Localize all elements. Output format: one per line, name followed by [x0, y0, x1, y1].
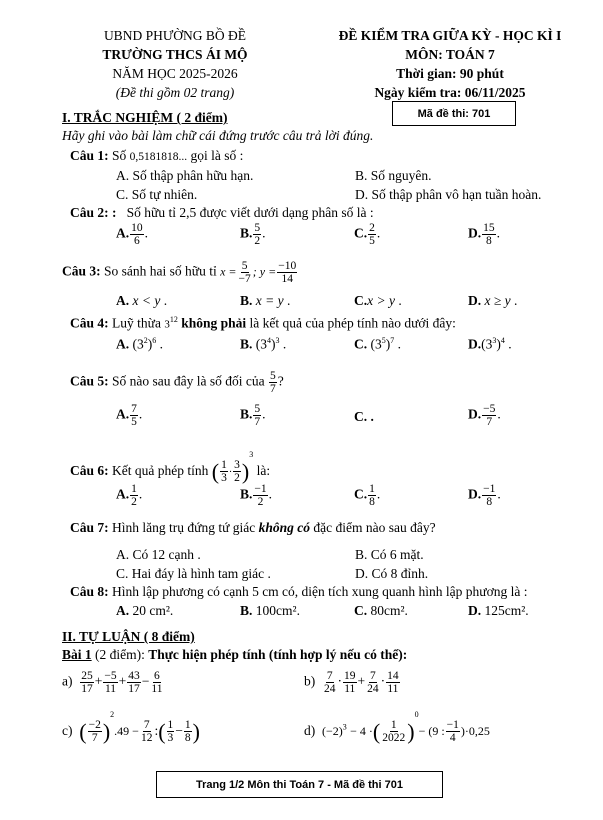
- q4-option-c: C. $(3^5)^7$ .: [354, 336, 401, 352]
- page-footer: Trang 1/2 Môn thi Toán 7 - Mã đề thi 701: [156, 771, 443, 798]
- part2-title: II. TỰ LUẬN ( 8 điểm): [62, 629, 195, 644]
- subject: MÔN: TOÁN 7: [405, 47, 495, 62]
- q7-option-d: D. Có 8 đỉnh.: [355, 566, 429, 581]
- q1-option-d: D. Số thập phân vô hạn tuần hoàn.: [355, 187, 542, 202]
- q8-option-c: C. 80cm².: [354, 603, 408, 618]
- q8-option-a: A. 20 cm².: [116, 603, 174, 618]
- q1-option-b: B. Số nguyên.: [355, 168, 432, 183]
- q5-option-b: B. $\frac{5}{7}$ .: [240, 403, 266, 428]
- q1-option-c: C. Số tự nhiên.: [116, 187, 198, 202]
- exercise-1a: a) $\frac{25}{17}$ + $\frac{-5}{11}$ + $\frac{43}{17}$ − $\frac{6}{11}$: [62, 670, 163, 695]
- q2-option-c: C. $\frac{2}{5}$ .: [354, 222, 381, 247]
- q1-option-a: A. Số thập phân hữu hạn.: [116, 168, 254, 183]
- q8-option-d: D. 125cm².: [468, 603, 529, 618]
- header-right: [300, 26, 600, 102]
- q4-option-a: A. $(3^2)^6$ .: [116, 336, 163, 352]
- q4-option-b: B. $(3^4)^3$ .: [240, 336, 287, 352]
- exam-code-box: Mã đề thi: 701: [392, 101, 516, 126]
- school-year: NĂM HỌC 2025-2026: [112, 66, 238, 81]
- q6-option-c: C. $\frac{1}{8}$ .: [354, 483, 381, 508]
- q4-option-d: $D.(3^3)^4$ .: [468, 336, 512, 352]
- header-left: [70, 26, 280, 102]
- exam-title: ĐỀ KIỂM TRA GIỮA KỲ - HỌC KÌ I: [338, 28, 562, 43]
- exercise-1-heading: Bài 1 (2 điểm): Thực hiện phép tính (tính hợp lý nếu có thể):: [62, 647, 408, 662]
- exercise-1b: b) $\frac{7}{24}$ · $\frac{19}{11}$ + $\frac{7}{24}$ · $\frac{14}{11}$: [304, 670, 399, 695]
- exercise-1c: c) ( $\frac{-2}{7}$ )$^2$.49 − $\frac{7}{12}$ :( $\frac{1}{3}$ − $\frac{1}{8}$ ): [62, 710, 200, 745]
- q7-option-b: B. Có 6 mặt.: [355, 547, 424, 562]
- exam-date: Ngày kiểm tra: 06/11/2025: [374, 85, 526, 100]
- q3-option-c: C.x > y .: [354, 293, 402, 308]
- school-name: TRƯỜNG THCS ÁI MỘ: [102, 47, 248, 62]
- question-1: Câu 1: Số 0,5181818... gọi là số :: [70, 148, 244, 163]
- question-7: Câu 7: Hình lăng trụ đứng tứ giác không có đặc điểm nào sau đây?: [70, 520, 436, 535]
- q5-option-c: C. .: [354, 409, 374, 424]
- question-8: Câu 8: Hình lập phương có cạnh 5 cm có, diện tích xung quanh hình lập phương là :: [70, 584, 528, 599]
- q2-option-d: D. $\frac{15}{8}$ .: [468, 222, 500, 247]
- page-count-note: (Đề thi gồm 02 trang): [115, 85, 235, 100]
- q3-option-a: A. x < y .: [116, 293, 168, 308]
- question-4: Câu 4: Luỹ thừa $3^{12}$ không phải là kết quả của phép tính nào dưới đây:: [70, 315, 456, 331]
- q3-option-d: D. x ≥ y .: [468, 293, 518, 308]
- question-5: Câu 5: Số nào sau đây là số đối của $\frac{5}{7}$ ?: [70, 370, 284, 395]
- q6-option-d: D. $\frac{-1}{8}$ .: [468, 483, 501, 508]
- q8-option-b: B. 100cm².: [240, 603, 300, 618]
- q6-option-b: B. $\frac{-1}{2}$ .: [240, 483, 273, 508]
- q7-option-a: A. Có 12 cạnh .: [116, 547, 201, 562]
- q6-option-a: A. $\frac{1}{2}$ .: [116, 483, 143, 508]
- duration: Thời gian: 90 phút: [396, 66, 504, 81]
- exercise-1d: d) $(-2)^3 - 4$ ·( $\frac{1}{2022}$ )$^0$− (9 : $\frac{-1}{4}$ )·0,25: [304, 710, 490, 745]
- part1-title: I. TRẮC NGHIỆM ( 2 điểm): [62, 110, 228, 125]
- q7-option-c: C. Hai đáy là hình tam giác .: [116, 566, 271, 581]
- q5-option-d: D. $\frac{-5}{7}$ .: [468, 403, 501, 428]
- question-3: Câu 3: So sánh hai số hữu tỉ x = $\frac{5}{-7}$ ; y = $\frac{-10}{14}$: [62, 260, 297, 285]
- q3-option-b: B. x = y .: [240, 293, 291, 308]
- question-2: Câu 2: : Số hữu tỉ 2,5 được viết dưới dạng phân số là :: [70, 205, 374, 220]
- q5-option-a: A. $\frac{7}{5}$ .: [116, 403, 143, 428]
- question-6: Câu 6: Kết quả phép tính ( $\frac{1}{3}$ · $\frac{3}{2}$ )$^3$ là:: [70, 450, 271, 485]
- department-name: UBND PHƯỜNG BỒ ĐỀ: [103, 28, 247, 43]
- part1-instruction: Hãy ghi vào bài làm chữ cái đứng trước câu trả lời đúng.: [62, 128, 374, 143]
- q2-option-a: A. $\frac{10}{6}$ .: [116, 222, 148, 247]
- q2-option-b: B. $\frac{5}{2}$ .: [240, 222, 266, 247]
